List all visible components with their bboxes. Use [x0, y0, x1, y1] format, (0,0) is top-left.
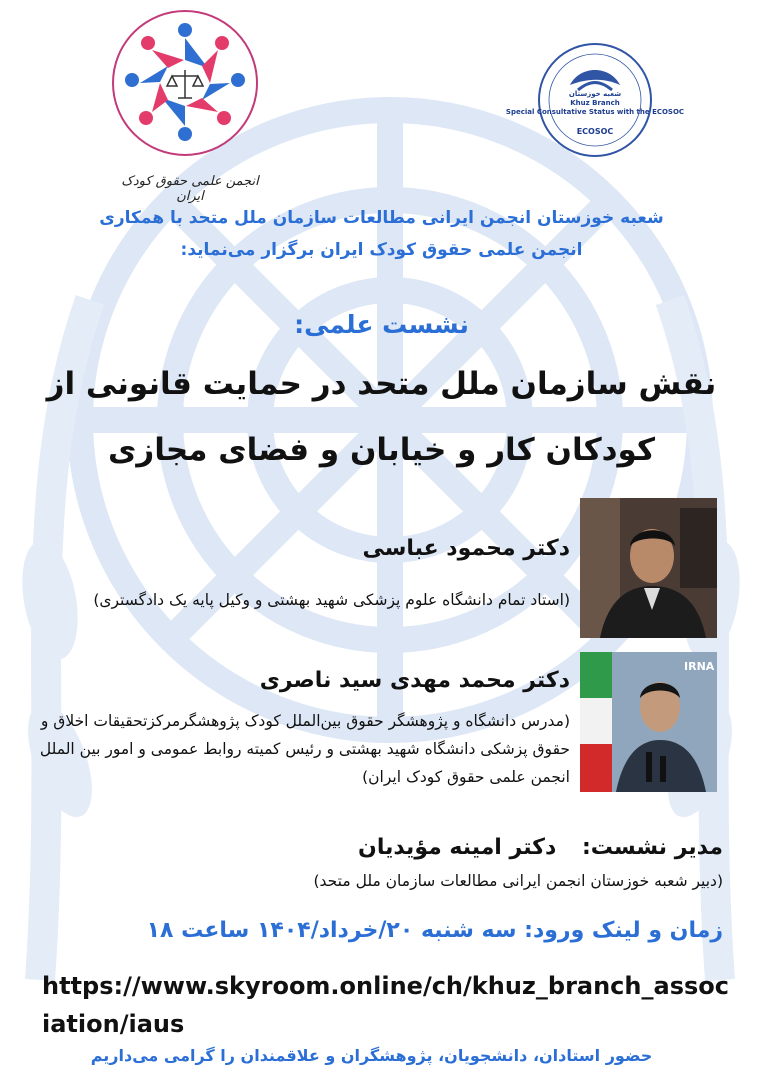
speaker-2-name: دکتر محمد مهدی سید ناصری [259, 668, 570, 693]
speaker-1-description: (استاد تمام دانشگاه علوم پزشکی شهید بهشتی و وکیل پایه یک دادگستری) [93, 591, 570, 609]
moderator [30, 835, 723, 860]
footer-invitation: حضور استادان، دانشجویان، پژوهشگران و علاقمندان را گرامی می‌داریم [90, 1046, 653, 1065]
child-rights-logo [110, 8, 260, 208]
iaus-branch-en: Khuz Branch [570, 99, 620, 107]
iaus-branch-fa: شعبه خوزستان [568, 90, 622, 98]
speaker-2-description: (مدرس دانشگاه و پژوهشگر حقوق بین‌الملل کودک پژوهشگرمرکزتحقیقات اخلاق و حقوق پزشکی دانشگاه شهید بهشتی و رئیس کمیته روابط عمومی و امور بین الملل انجمن علمی حقوق کودک ایران) [39, 712, 570, 786]
time-and-link-line: زمان و لینک ورود: سه شنبه ۲۰/خرداد/۱۴۰۴ ساعت ۱۸ [146, 918, 723, 943]
speaker-portrait-icon [580, 498, 717, 638]
irna-badge: IRNA [684, 660, 715, 673]
session-label: نشست علمی: [294, 310, 469, 339]
child-rights-caption: انجمن علمی حقوق کودک ایران [121, 174, 259, 204]
host-line-1: شعبه خوزستان انجمن ایرانی مطالعات سازمان ملل متحد با همکاری [99, 208, 664, 228]
host-line-2: انجمن علمی حقوق کودک ایران برگزار می‌نماید: [180, 240, 583, 260]
iaus-badge: ECOSOC [576, 127, 614, 136]
child-rights-emblem-icon [110, 8, 260, 158]
moderator-name: دکتر امینه مؤیدیان [358, 835, 557, 860]
moderator-description: (دبیر شعبه خوزستان انجمن ایرانی مطالعات سازمان ملل متحد) [313, 872, 723, 890]
event-title-line-1: نقش سازمان ملل متحد در حمایت قانونی از [46, 366, 717, 402]
speaker-portrait-icon [580, 652, 717, 792]
event-title-line-2: کودکان کار و خیابان و فضای مجازی [107, 432, 655, 468]
moderator-label: مدیر نشست: [581, 835, 723, 860]
iaus-logo [500, 40, 690, 160]
speaker-1-photo [580, 498, 717, 638]
speaker-1-name: دکتر محمود عباسی [362, 536, 570, 561]
event-link[interactable]: https://www.skyroom.online/ch/khuz_branch_association/iaus [42, 972, 729, 1038]
iaus-status-en: Special Consultative Status with the ECOSOC [505, 108, 685, 116]
speaker-2-photo [580, 652, 717, 792]
